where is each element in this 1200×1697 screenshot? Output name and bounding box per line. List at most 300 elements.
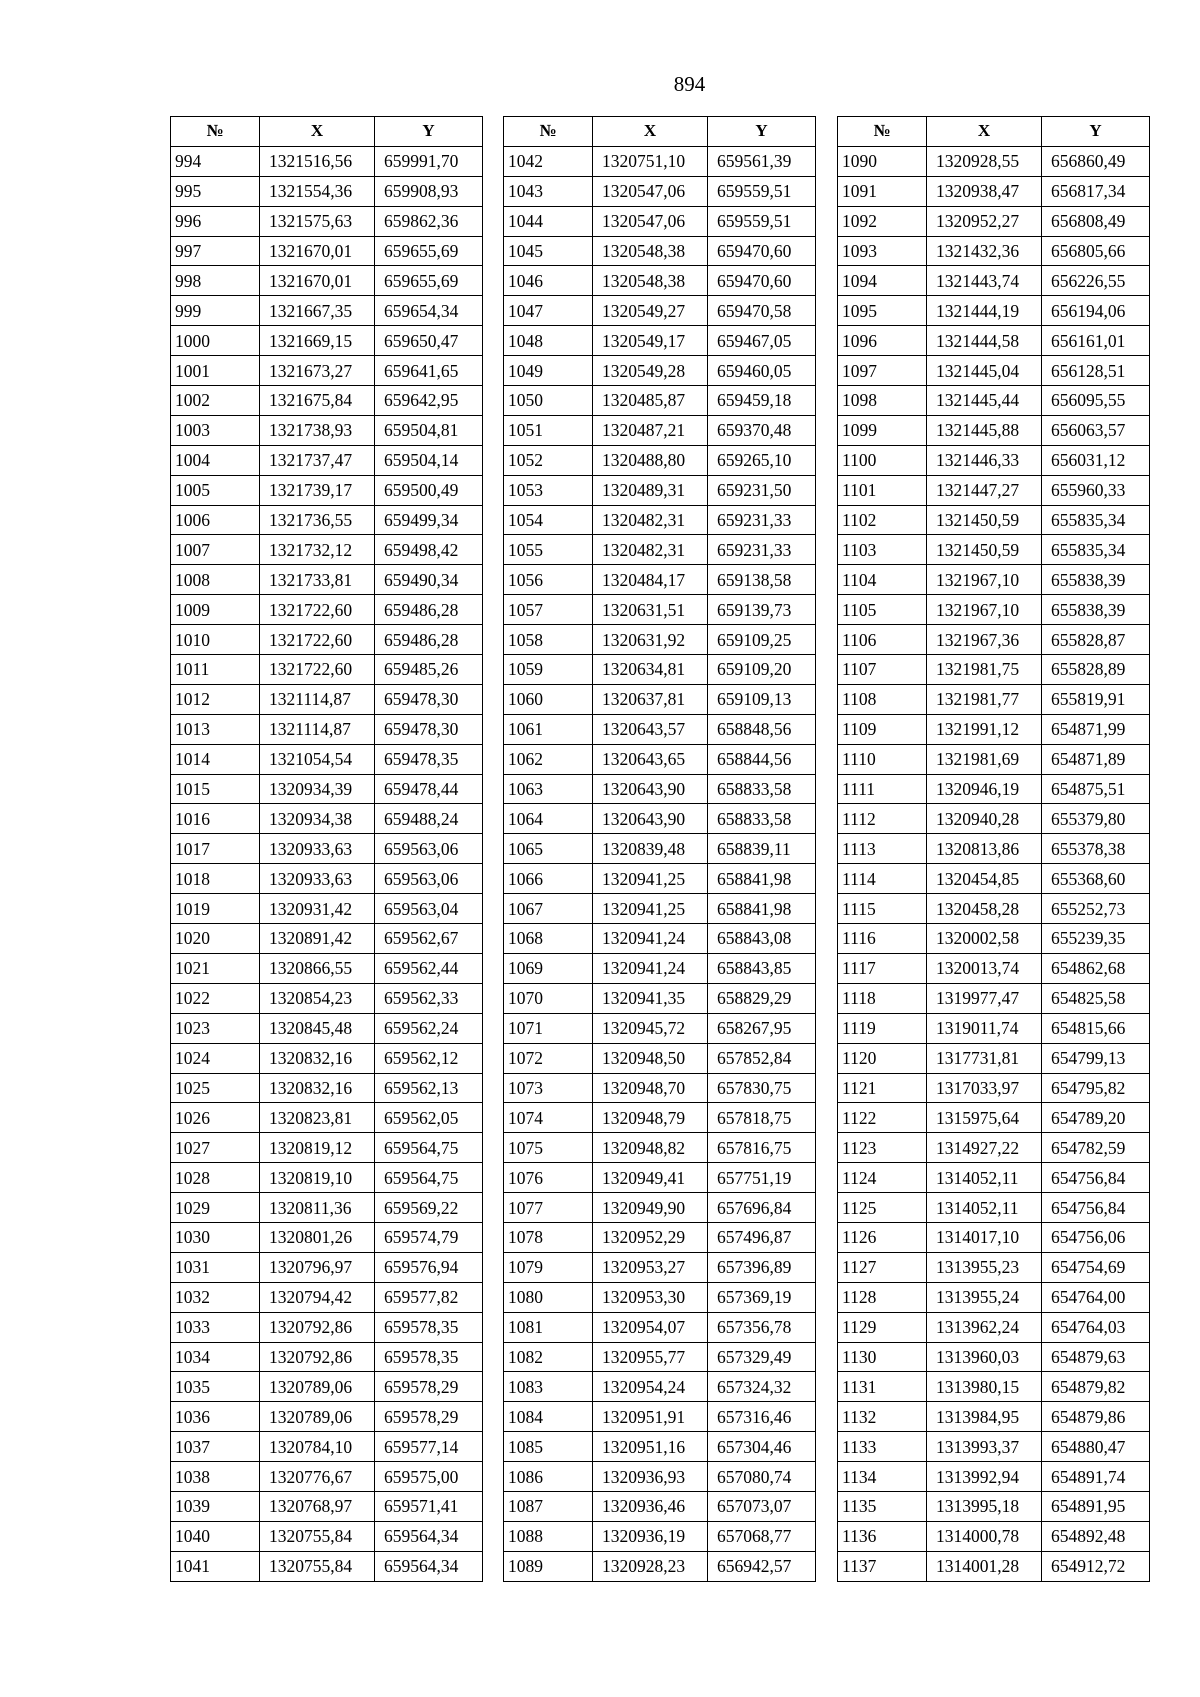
table-row <box>838 595 1150 625</box>
cell-number: 1021 <box>171 953 260 983</box>
cell-number: 1079 <box>504 1252 593 1282</box>
table-row <box>504 714 816 744</box>
cell-x: 1320549,28 <box>593 356 708 386</box>
cell-number: 1062 <box>504 744 593 774</box>
table-row <box>171 1491 483 1521</box>
table-row <box>838 804 1150 834</box>
cell-y: 657316,46 <box>708 1402 816 1432</box>
cell-x: 1320487,21 <box>593 415 708 445</box>
table-row <box>171 146 483 176</box>
cell-number: 1084 <box>504 1402 593 1432</box>
cell-x: 1314052,11 <box>927 1163 1042 1193</box>
table-row <box>504 983 816 1013</box>
cell-x: 1321516,56 <box>260 146 375 176</box>
table-row <box>504 804 816 834</box>
cell-y: 659470,60 <box>708 236 816 266</box>
cell-number: 1119 <box>838 1013 927 1043</box>
table-row <box>504 655 816 685</box>
cell-number: 1057 <box>504 595 593 625</box>
cell-y: 659139,73 <box>708 595 816 625</box>
cell-number: 1125 <box>838 1193 927 1223</box>
cell-y: 657324,32 <box>708 1372 816 1402</box>
cell-x: 1320951,16 <box>593 1432 708 1462</box>
cell-number: 1041 <box>171 1551 260 1581</box>
table-row <box>171 1252 483 1282</box>
table-row <box>504 1462 816 1492</box>
cell-x: 1320952,27 <box>927 206 1042 236</box>
cell-number: 1043 <box>504 176 593 206</box>
cell-number: 1051 <box>504 415 593 445</box>
table-row <box>504 1282 816 1312</box>
cell-y: 654871,89 <box>1042 744 1150 774</box>
cell-y: 658844,56 <box>708 744 816 774</box>
cell-y: 654825,58 <box>1042 983 1150 1013</box>
cell-number: 1048 <box>504 326 593 356</box>
cell-y: 659564,34 <box>375 1551 483 1581</box>
cell-number: 1064 <box>504 804 593 834</box>
table-row <box>171 595 483 625</box>
table-row <box>838 176 1150 206</box>
cell-x: 1320933,63 <box>260 834 375 864</box>
table-row <box>504 1491 816 1521</box>
table-row <box>171 1402 483 1432</box>
cell-y: 659138,58 <box>708 565 816 595</box>
cell-x: 1313984,95 <box>927 1402 1042 1432</box>
cell-y: 657073,07 <box>708 1491 816 1521</box>
cell-x: 1313955,23 <box>927 1252 1042 1282</box>
cell-number: 1027 <box>171 1133 260 1163</box>
cell-y: 659571,41 <box>375 1491 483 1521</box>
cell-number: 1123 <box>838 1133 927 1163</box>
cell-y: 659562,12 <box>375 1043 483 1073</box>
table-row <box>171 983 483 1013</box>
table-row <box>504 1163 816 1193</box>
cell-y: 659577,82 <box>375 1282 483 1312</box>
table-row <box>504 475 816 505</box>
cell-y: 658843,08 <box>708 924 816 954</box>
table-row <box>171 176 483 206</box>
cell-x: 1317731,81 <box>927 1043 1042 1073</box>
cell-number: 998 <box>171 266 260 296</box>
cell-number: 1088 <box>504 1521 593 1551</box>
cell-number: 1112 <box>838 804 927 834</box>
cell-y: 659908,93 <box>375 176 483 206</box>
table-row <box>171 535 483 565</box>
table-row <box>171 565 483 595</box>
table-row <box>504 386 816 416</box>
table-row <box>504 356 816 386</box>
cell-number: 1056 <box>504 565 593 595</box>
cell-x: 1320548,38 <box>593 236 708 266</box>
cell-y: 659562,24 <box>375 1013 483 1043</box>
cell-y: 654891,95 <box>1042 1491 1150 1521</box>
table-row <box>838 1402 1150 1432</box>
cell-y: 659564,34 <box>375 1521 483 1551</box>
cell-y: 659478,30 <box>375 714 483 744</box>
cell-y: 656808,49 <box>1042 206 1150 236</box>
table-row <box>504 146 816 176</box>
table-row <box>171 804 483 834</box>
table-row <box>171 296 483 326</box>
cell-x: 1320832,16 <box>260 1043 375 1073</box>
cell-number: 1080 <box>504 1282 593 1312</box>
cell-x: 1321967,36 <box>927 625 1042 655</box>
cell-x: 1320941,24 <box>593 953 708 983</box>
cell-y: 656805,66 <box>1042 236 1150 266</box>
table-row <box>838 894 1150 924</box>
cell-number: 1042 <box>504 146 593 176</box>
cell-x: 1321737,47 <box>260 445 375 475</box>
cell-number: 1082 <box>504 1342 593 1372</box>
cell-y: 657396,89 <box>708 1252 816 1282</box>
cell-y: 658267,95 <box>708 1013 816 1043</box>
table-row <box>838 415 1150 445</box>
cell-y: 657830,75 <box>708 1073 816 1103</box>
cell-x: 1321554,36 <box>260 176 375 206</box>
cell-number: 1013 <box>171 714 260 744</box>
cell-y: 655252,73 <box>1042 894 1150 924</box>
table-row <box>171 714 483 744</box>
cell-number: 1114 <box>838 864 927 894</box>
cell-x: 1320549,17 <box>593 326 708 356</box>
table-row <box>171 953 483 983</box>
header-x: X <box>927 117 1042 147</box>
coordinates-table-1 <box>170 116 483 1582</box>
table-row <box>504 834 816 864</box>
table-row <box>171 1043 483 1073</box>
cell-x: 1319011,74 <box>927 1013 1042 1043</box>
table-row <box>171 1073 483 1103</box>
table-row <box>171 475 483 505</box>
table-row <box>171 415 483 445</box>
cell-number: 1025 <box>171 1073 260 1103</box>
cell-x: 1321981,69 <box>927 744 1042 774</box>
table-row <box>838 953 1150 983</box>
cell-y: 659562,13 <box>375 1073 483 1103</box>
cell-x: 1320637,81 <box>593 684 708 714</box>
cell-x: 1313960,03 <box>927 1342 1042 1372</box>
cell-x: 1321575,63 <box>260 206 375 236</box>
cell-number: 1098 <box>838 386 927 416</box>
table-row <box>504 1402 816 1432</box>
cell-number: 1103 <box>838 535 927 565</box>
table-row <box>504 1312 816 1342</box>
cell-y: 659467,05 <box>708 326 816 356</box>
cell-y: 659561,39 <box>708 146 816 176</box>
cell-x: 1321444,58 <box>927 326 1042 356</box>
cell-y: 659490,34 <box>375 565 483 595</box>
cell-y: 655379,80 <box>1042 804 1150 834</box>
table-row <box>504 953 816 983</box>
cell-x: 1319977,47 <box>927 983 1042 1013</box>
cell-y: 655368,60 <box>1042 864 1150 894</box>
table-row <box>504 1133 816 1163</box>
cell-x: 1320751,10 <box>593 146 708 176</box>
cell-x: 1321114,87 <box>260 684 375 714</box>
table-row <box>838 1372 1150 1402</box>
cell-y: 658841,98 <box>708 894 816 924</box>
cell-number: 1004 <box>171 445 260 475</box>
cell-y: 654879,82 <box>1042 1372 1150 1402</box>
cell-x: 1320013,74 <box>927 953 1042 983</box>
cell-number: 1078 <box>504 1222 593 1252</box>
cell-number: 1099 <box>838 415 927 445</box>
cell-number: 1096 <box>838 326 927 356</box>
table-row <box>838 714 1150 744</box>
cell-x: 1320934,38 <box>260 804 375 834</box>
cell-x: 1314927,22 <box>927 1133 1042 1163</box>
cell-number: 1124 <box>838 1163 927 1193</box>
cell-x: 1320946,19 <box>927 774 1042 804</box>
cell-x: 1320485,87 <box>593 386 708 416</box>
cell-number: 1028 <box>171 1163 260 1193</box>
header-y: Y <box>375 117 483 147</box>
cell-number: 1097 <box>838 356 927 386</box>
cell-number: 1031 <box>171 1252 260 1282</box>
cell-x: 1321669,15 <box>260 326 375 356</box>
cell-x: 1320941,24 <box>593 924 708 954</box>
table-row <box>171 1222 483 1252</box>
cell-number: 1102 <box>838 505 927 535</box>
table-row <box>838 744 1150 774</box>
cell-number: 1083 <box>504 1372 593 1402</box>
cell-y: 659231,33 <box>708 535 816 565</box>
cell-number: 1029 <box>171 1193 260 1223</box>
table-row <box>838 236 1150 266</box>
cell-number: 1002 <box>171 386 260 416</box>
cell-y: 659562,05 <box>375 1103 483 1133</box>
cell-number: 1018 <box>171 864 260 894</box>
cell-y: 659578,29 <box>375 1372 483 1402</box>
cell-number: 1137 <box>838 1551 927 1581</box>
cell-x: 1320936,93 <box>593 1462 708 1492</box>
cell-number: 1087 <box>504 1491 593 1521</box>
cell-number: 1110 <box>838 744 927 774</box>
cell-number: 1113 <box>838 834 927 864</box>
cell-x: 1320953,30 <box>593 1282 708 1312</box>
cell-x: 1321732,12 <box>260 535 375 565</box>
table-header-row <box>171 117 483 147</box>
table-row <box>504 1013 816 1043</box>
header-x: X <box>260 117 375 147</box>
cell-x: 1321054,54 <box>260 744 375 774</box>
table-row <box>504 924 816 954</box>
table-row <box>171 924 483 954</box>
cell-y: 659578,35 <box>375 1342 483 1372</box>
table-row <box>838 146 1150 176</box>
cell-x: 1320931,42 <box>260 894 375 924</box>
table-row <box>504 595 816 625</box>
cell-number: 1036 <box>171 1402 260 1432</box>
cell-x: 1320768,97 <box>260 1491 375 1521</box>
table-row <box>504 1073 816 1103</box>
cell-x: 1321445,04 <box>927 356 1042 386</box>
cell-y: 657369,19 <box>708 1282 816 1312</box>
table-row <box>171 1312 483 1342</box>
cell-number: 1076 <box>504 1163 593 1193</box>
cell-x: 1320484,17 <box>593 565 708 595</box>
cell-x: 1321450,59 <box>927 505 1042 535</box>
cell-number: 1101 <box>838 475 927 505</box>
cell-y: 654756,84 <box>1042 1193 1150 1223</box>
table-row <box>504 1521 816 1551</box>
cell-number: 1105 <box>838 595 927 625</box>
cell-number: 995 <box>171 176 260 206</box>
table-row <box>171 1133 483 1163</box>
cell-y: 655835,34 <box>1042 505 1150 535</box>
cell-y: 656161,01 <box>1042 326 1150 356</box>
cell-y: 659478,44 <box>375 774 483 804</box>
cell-x: 1320548,38 <box>593 266 708 296</box>
cell-number: 1059 <box>504 655 593 685</box>
cell-number: 1132 <box>838 1402 927 1432</box>
cell-number: 1109 <box>838 714 927 744</box>
cell-number: 1060 <box>504 684 593 714</box>
table-row <box>504 1432 816 1462</box>
cell-y: 659459,18 <box>708 386 816 416</box>
cell-y: 659486,28 <box>375 625 483 655</box>
cell-y: 659562,67 <box>375 924 483 954</box>
cell-number: 1020 <box>171 924 260 954</box>
cell-y: 657852,84 <box>708 1043 816 1073</box>
header-number: № <box>838 117 927 147</box>
cell-y: 654891,74 <box>1042 1462 1150 1492</box>
table-row <box>171 505 483 535</box>
cell-number: 1024 <box>171 1043 260 1073</box>
table-row <box>504 1551 816 1581</box>
cell-x: 1313980,15 <box>927 1372 1042 1402</box>
cell-y: 658833,58 <box>708 774 816 804</box>
table-row <box>838 475 1150 505</box>
cell-x: 1320954,07 <box>593 1312 708 1342</box>
cell-number: 1032 <box>171 1282 260 1312</box>
cell-x: 1320482,31 <box>593 505 708 535</box>
cell-y: 659265,10 <box>708 445 816 475</box>
table-row <box>171 1193 483 1223</box>
cell-x: 1320941,25 <box>593 894 708 924</box>
cell-y: 659564,75 <box>375 1163 483 1193</box>
cell-number: 1055 <box>504 535 593 565</box>
cell-x: 1320839,48 <box>593 834 708 864</box>
table-row <box>838 565 1150 595</box>
cell-x: 1321444,19 <box>927 296 1042 326</box>
cell-number: 1135 <box>838 1491 927 1521</box>
cell-number: 1089 <box>504 1551 593 1581</box>
cell-y: 654754,69 <box>1042 1252 1150 1282</box>
cell-number: 1127 <box>838 1252 927 1282</box>
cell-y: 659231,33 <box>708 505 816 535</box>
table-row <box>504 625 816 655</box>
cell-y: 659470,58 <box>708 296 816 326</box>
header-number: № <box>504 117 593 147</box>
cell-y: 659578,35 <box>375 1312 483 1342</box>
cell-x: 1320936,19 <box>593 1521 708 1551</box>
header-x: X <box>593 117 708 147</box>
cell-y: 654880,47 <box>1042 1432 1150 1462</box>
cell-number: 1030 <box>171 1222 260 1252</box>
cell-number: 1014 <box>171 744 260 774</box>
table-row <box>504 1222 816 1252</box>
cell-y: 659498,42 <box>375 535 483 565</box>
cell-y: 659559,51 <box>708 176 816 206</box>
cell-y: 654799,13 <box>1042 1043 1150 1073</box>
cell-x: 1320948,50 <box>593 1043 708 1073</box>
cell-number: 1007 <box>171 535 260 565</box>
cell-x: 1320792,86 <box>260 1312 375 1342</box>
cell-y: 656194,06 <box>1042 296 1150 326</box>
table-row <box>838 1073 1150 1103</box>
cell-x: 1315975,64 <box>927 1103 1042 1133</box>
table-row <box>838 386 1150 416</box>
cell-x: 1321445,44 <box>927 386 1042 416</box>
cell-number: 1075 <box>504 1133 593 1163</box>
table-row <box>171 655 483 685</box>
cell-x: 1321733,81 <box>260 565 375 595</box>
table-row <box>838 774 1150 804</box>
cell-y: 659478,35 <box>375 744 483 774</box>
cell-x: 1320547,06 <box>593 206 708 236</box>
cell-x: 1321670,01 <box>260 236 375 266</box>
table-row <box>504 505 816 535</box>
cell-x: 1320801,26 <box>260 1222 375 1252</box>
cell-y: 654789,20 <box>1042 1103 1150 1133</box>
cell-number: 1040 <box>171 1521 260 1551</box>
cell-y: 659563,06 <box>375 864 483 894</box>
cell-x: 1320755,84 <box>260 1521 375 1551</box>
cell-number: 1122 <box>838 1103 927 1133</box>
cell-number: 1000 <box>171 326 260 356</box>
cell-y: 659504,14 <box>375 445 483 475</box>
cell-number: 1120 <box>838 1043 927 1073</box>
cell-y: 654862,68 <box>1042 953 1150 983</box>
cell-y: 654815,66 <box>1042 1013 1150 1043</box>
table-row <box>171 266 483 296</box>
cell-number: 1035 <box>171 1372 260 1402</box>
cell-number: 1045 <box>504 236 593 266</box>
cell-y: 659655,69 <box>375 236 483 266</box>
cell-number: 1015 <box>171 774 260 804</box>
cell-y: 656817,34 <box>1042 176 1150 206</box>
table-row <box>504 296 816 326</box>
table-row <box>171 894 483 924</box>
table-row <box>171 1013 483 1043</box>
cell-y: 658839,11 <box>708 834 816 864</box>
cell-number: 1136 <box>838 1521 927 1551</box>
table-row <box>504 565 816 595</box>
cell-x: 1320458,28 <box>927 894 1042 924</box>
cell-number: 1023 <box>171 1013 260 1043</box>
cell-number: 1126 <box>838 1222 927 1252</box>
cell-x: 1320941,25 <box>593 864 708 894</box>
cell-x: 1321722,60 <box>260 595 375 625</box>
cell-number: 1044 <box>504 206 593 236</box>
cell-number: 1003 <box>171 415 260 445</box>
cell-number: 1100 <box>838 445 927 475</box>
header-y: Y <box>1042 117 1150 147</box>
table-row <box>504 774 816 804</box>
cell-number: 1069 <box>504 953 593 983</box>
cell-number: 1106 <box>838 625 927 655</box>
cell-x: 1321738,93 <box>260 415 375 445</box>
cell-number: 1116 <box>838 924 927 954</box>
cell-number: 1117 <box>838 953 927 983</box>
cell-number: 1052 <box>504 445 593 475</box>
table-row <box>504 326 816 356</box>
cell-y: 657496,87 <box>708 1222 816 1252</box>
cell-x: 1314052,11 <box>927 1193 1042 1223</box>
cell-y: 654756,84 <box>1042 1163 1150 1193</box>
cell-number: 1107 <box>838 655 927 685</box>
